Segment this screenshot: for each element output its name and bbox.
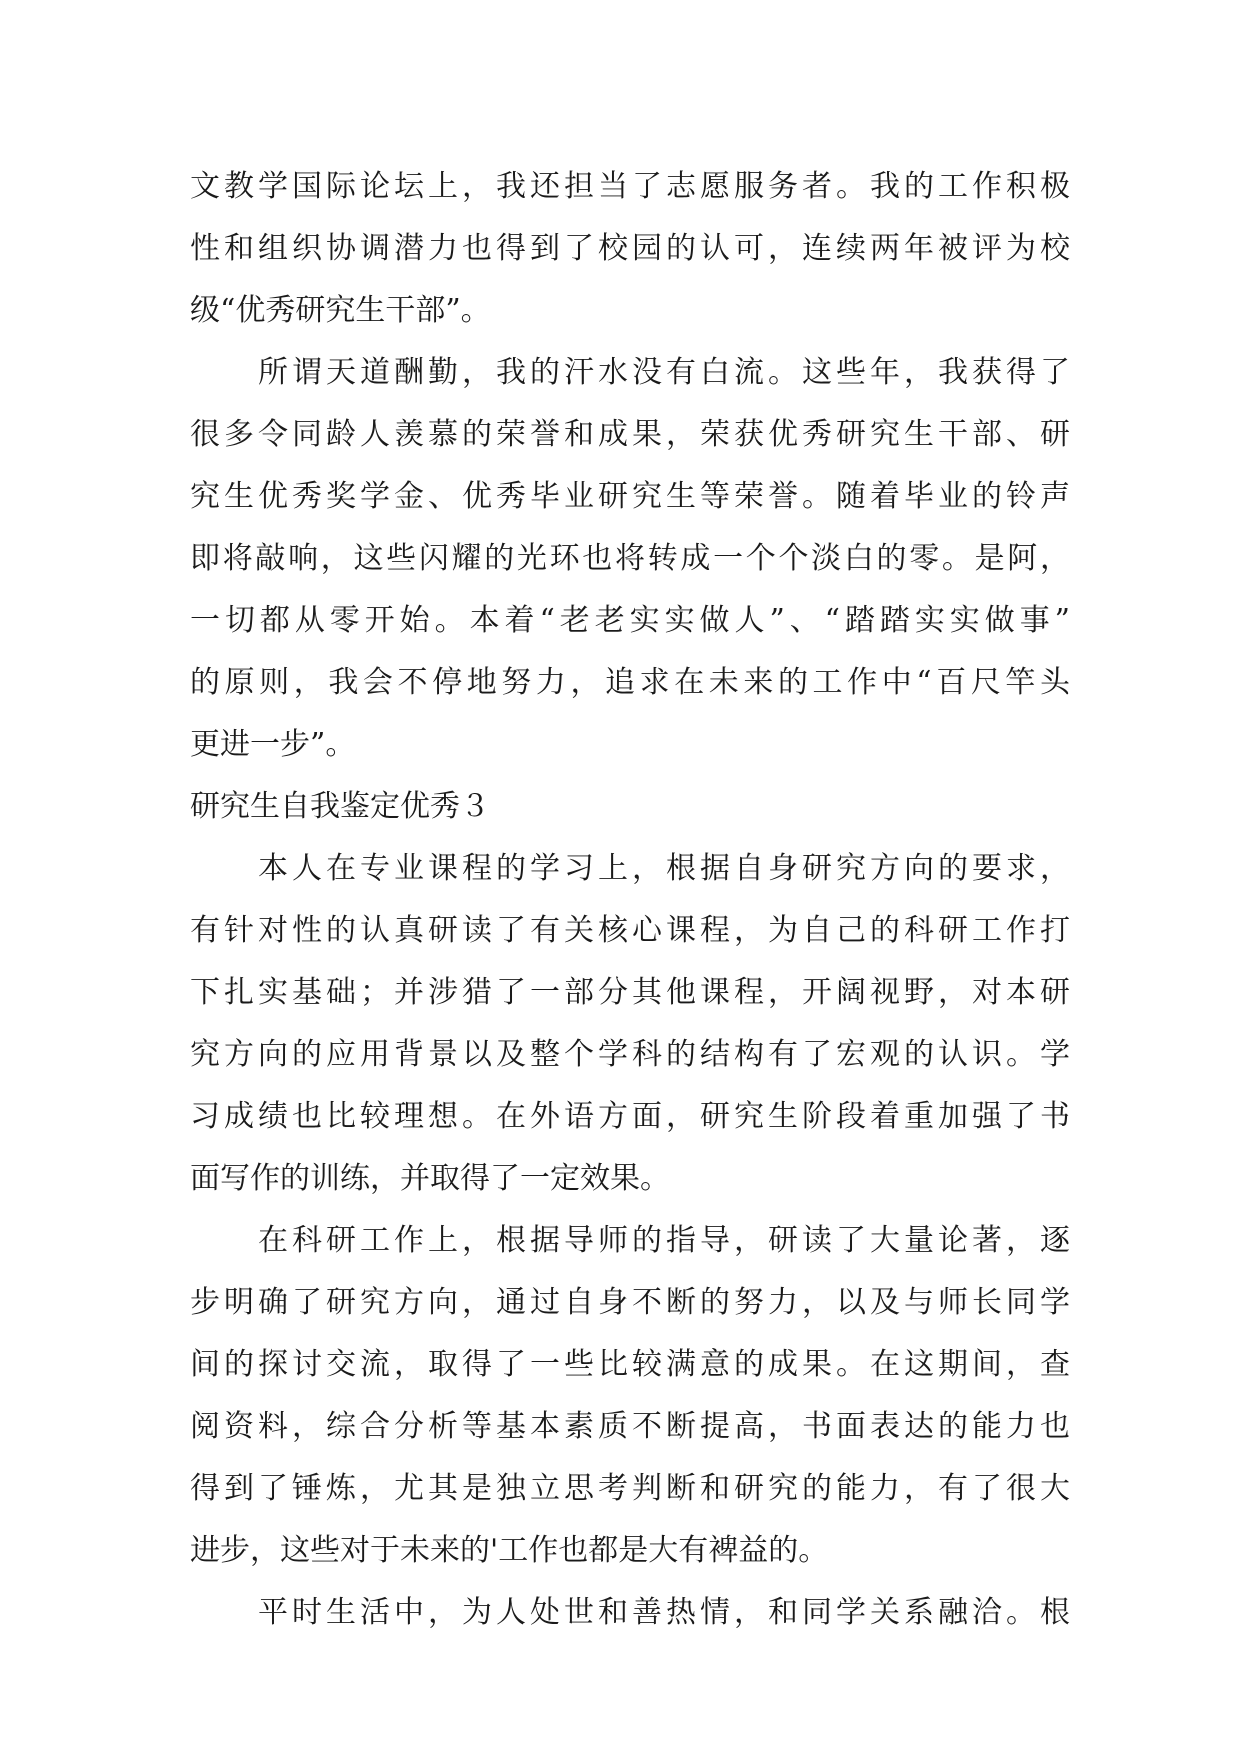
section-heading: 研究生自我鉴定优秀３: [190, 789, 490, 824]
paragraph-line: 习成绩也比较理想。在外语方面，研究生阶段着重加强了书: [190, 1099, 1070, 1134]
paragraph-line: 有针对性的认真研读了有关核心课程，为自己的科研工作打: [190, 913, 1070, 948]
paragraph-line: 性和组织协调潜力也得到了校园的认可，连续两年被评为校: [190, 231, 1070, 266]
paragraph-line: 文教学国际论坛上，我还担当了志愿服务者。我的工作积极: [190, 169, 1070, 204]
paragraph-line: 的原则，我会不停地努力，追求在未来的工作中“百尺竿头: [190, 665, 1070, 700]
paragraph-line: 即将敲响，这些闪耀的光环也将转成一个个淡白的零。是阿，: [190, 541, 1070, 576]
paragraph-line: 在科研工作上，根据导师的指导，研读了大量论著，逐: [258, 1223, 1070, 1258]
paragraph-line: 阅资料，综合分析等基本素质不断提高，书面表达的能力也: [190, 1409, 1070, 1444]
paragraph-line: 本人在专业课程的学习上，根据自身研究方向的要求，: [258, 851, 1070, 886]
paragraph-line: 面写作的训练，并取得了一定效果。: [190, 1161, 670, 1196]
paragraph-line: 得到了锤炼，尤其是独立思考判断和研究的能力，有了很大: [190, 1471, 1070, 1506]
paragraph-line: 进步，这些对于未来的'工作也都是大有裨益的。: [190, 1533, 829, 1568]
paragraph-line: 间的探讨交流，取得了一些比较满意的成果。在这期间，查: [190, 1347, 1070, 1382]
paragraph-line: 更进一步”。: [190, 727, 356, 762]
paragraph-line: 级“优秀研究生干部”。: [190, 293, 491, 328]
paragraph-line: 下扎实基础；并涉猎了一部分其他课程，开阔视野，对本研: [190, 975, 1070, 1010]
paragraph-line: 步明确了研究方向，通过自身不断的努力，以及与师长同学: [190, 1285, 1070, 1320]
paragraph-line: 所谓天道酬勤，我的汗水没有白流。这些年，我获得了: [258, 355, 1070, 390]
paragraph-line: 究生优秀奖学金、优秀毕业研究生等荣誉。随着毕业的铃声: [190, 479, 1070, 514]
paragraph-line: 平时生活中，为人处世和善热情，和同学关系融洽。根: [258, 1595, 1070, 1630]
paragraph-line: 一切都从零开始。本着“老老实实做人”、“踏踏实实做事”: [190, 603, 1070, 638]
paragraph-line: 究方向的应用背景以及整个学科的结构有了宏观的认识。学: [190, 1037, 1070, 1072]
paragraph-line: 很多令同龄人羡慕的荣誉和成果，荣获优秀研究生干部、研: [190, 417, 1070, 452]
